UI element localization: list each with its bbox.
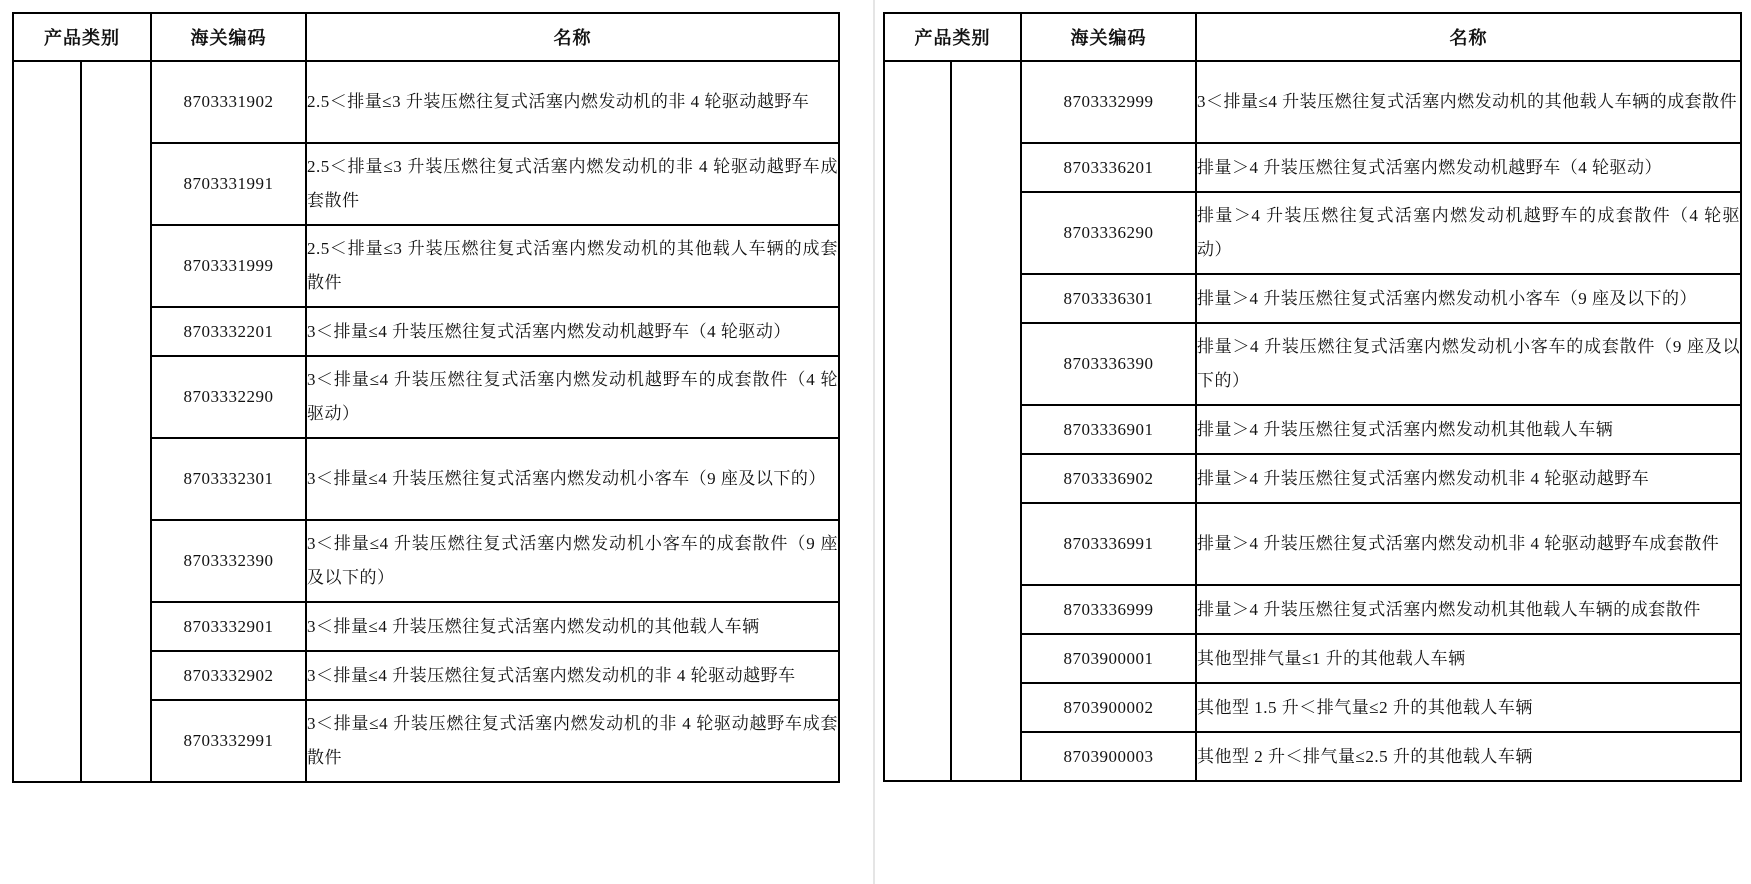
product-name-cell: 排量＞4 升装压燃往复式活塞内燃发动机其他载人车辆 bbox=[1196, 405, 1741, 454]
hs-code-cell: 8703336991 bbox=[1021, 503, 1196, 585]
product-name-cell: 排量＞4 升装压燃往复式活塞内燃发动机小客车的成套散件（9 座及以下的） bbox=[1196, 323, 1741, 405]
header-row bbox=[884, 13, 1741, 61]
product-name-cell: 排量＞4 升装压燃往复式活塞内燃发动机小客车（9 座及以下的） bbox=[1196, 274, 1741, 323]
product-name-cell: 2.5＜排量≤3 升装压燃往复式活塞内燃发动机的其他载人车辆的成套散件 bbox=[306, 225, 839, 307]
product-name-cell: 2.5＜排量≤3 升装压燃往复式活塞内燃发动机的非 4 轮驱动越野车成套散件 bbox=[306, 143, 839, 225]
product-name-cell: 3＜排量≤4 升装压燃往复式活塞内燃发动机的其他载人车辆的成套散件 bbox=[1196, 61, 1741, 143]
category-cell-2 bbox=[81, 61, 151, 782]
category-cell-1 bbox=[884, 61, 951, 781]
hs-code-cell: 8703900002 bbox=[1021, 683, 1196, 732]
hs-code-cell: 8703332999 bbox=[1021, 61, 1196, 143]
hs-code-cell: 8703336901 bbox=[1021, 405, 1196, 454]
product-name-cell: 3＜排量≤4 升装压燃往复式活塞内燃发动机越野车的成套散件（4 轮驱动） bbox=[306, 356, 839, 438]
hs-code-cell: 8703336902 bbox=[1021, 454, 1196, 503]
hs-code-cell: 8703332991 bbox=[151, 700, 306, 782]
col-header-category: 产品类别 bbox=[13, 13, 151, 61]
hs-code-cell: 8703336999 bbox=[1021, 585, 1196, 634]
category-cell-2 bbox=[951, 61, 1021, 781]
product-name-cell: 排量＞4 升装压燃往复式活塞内燃发动机非 4 轮驱动越野车 bbox=[1196, 454, 1741, 503]
page-divider-line bbox=[873, 0, 875, 884]
hs-code-table-left bbox=[12, 12, 840, 783]
product-name-cell: 排量＞4 升装压燃往复式活塞内燃发动机越野车（4 轮驱动） bbox=[1196, 143, 1741, 192]
hs-code-cell: 8703336301 bbox=[1021, 274, 1196, 323]
product-name-cell: 排量＞4 升装压燃往复式活塞内燃发动机其他载人车辆的成套散件 bbox=[1196, 585, 1741, 634]
product-name-cell: 其他型排气量≤1 升的其他载人车辆 bbox=[1196, 634, 1741, 683]
product-name-cell: 3＜排量≤4 升装压燃往复式活塞内燃发动机小客车（9 座及以下的） bbox=[306, 438, 839, 520]
table-row bbox=[13, 61, 839, 143]
table-body-left bbox=[13, 61, 839, 782]
table-row bbox=[884, 61, 1741, 143]
product-name-cell: 其他型 2 升＜排气量≤2.5 升的其他载人车辆 bbox=[1196, 732, 1741, 781]
hs-code-cell: 8703336390 bbox=[1021, 323, 1196, 405]
hs-code-cell: 8703331991 bbox=[151, 143, 306, 225]
product-name-cell: 3＜排量≤4 升装压燃往复式活塞内燃发动机小客车的成套散件（9 座及以下的） bbox=[306, 520, 839, 602]
product-name-cell: 3＜排量≤4 升装压燃往复式活塞内燃发动机的非 4 轮驱动越野车成套散件 bbox=[306, 700, 839, 782]
hs-code-cell: 8703332290 bbox=[151, 356, 306, 438]
col-header-hs-code: 海关编码 bbox=[1021, 13, 1196, 61]
hs-code-cell: 8703900001 bbox=[1021, 634, 1196, 683]
hs-code-cell: 8703900003 bbox=[1021, 732, 1196, 781]
hs-code-cell: 8703332301 bbox=[151, 438, 306, 520]
product-name-cell: 3＜排量≤4 升装压燃往复式活塞内燃发动机的其他载人车辆 bbox=[306, 602, 839, 651]
product-name-cell: 其他型 1.5 升＜排气量≤2 升的其他载人车辆 bbox=[1196, 683, 1741, 732]
hs-code-cell: 8703336290 bbox=[1021, 192, 1196, 274]
hs-code-cell: 8703332390 bbox=[151, 520, 306, 602]
product-name-cell: 排量＞4 升装压燃往复式活塞内燃发动机非 4 轮驱动越野车成套散件 bbox=[1196, 503, 1741, 585]
hs-code-table-right bbox=[883, 12, 1742, 782]
col-header-name: 名称 bbox=[1196, 13, 1741, 61]
table-body-right bbox=[884, 61, 1741, 781]
hs-code-cell: 8703332901 bbox=[151, 602, 306, 651]
product-name-cell: 2.5＜排量≤3 升装压燃往复式活塞内燃发动机的非 4 轮驱动越野车 bbox=[306, 61, 839, 143]
hs-code-cell: 8703332902 bbox=[151, 651, 306, 700]
product-name-cell: 3＜排量≤4 升装压燃往复式活塞内燃发动机的非 4 轮驱动越野车 bbox=[306, 651, 839, 700]
hs-code-cell: 8703331902 bbox=[151, 61, 306, 143]
header-row bbox=[13, 13, 839, 61]
hs-code-cell: 8703331999 bbox=[151, 225, 306, 307]
col-header-hs-code: 海关编码 bbox=[151, 13, 306, 61]
product-name-cell: 3＜排量≤4 升装压燃往复式活塞内燃发动机越野车（4 轮驱动） bbox=[306, 307, 839, 356]
hs-code-cell: 8703336201 bbox=[1021, 143, 1196, 192]
category-cell-1 bbox=[13, 61, 81, 782]
hs-code-cell: 8703332201 bbox=[151, 307, 306, 356]
product-name-cell: 排量＞4 升装压燃往复式活塞内燃发动机越野车的成套散件（4 轮驱动） bbox=[1196, 192, 1741, 274]
col-header-name: 名称 bbox=[306, 13, 839, 61]
col-header-category: 产品类别 bbox=[884, 13, 1021, 61]
